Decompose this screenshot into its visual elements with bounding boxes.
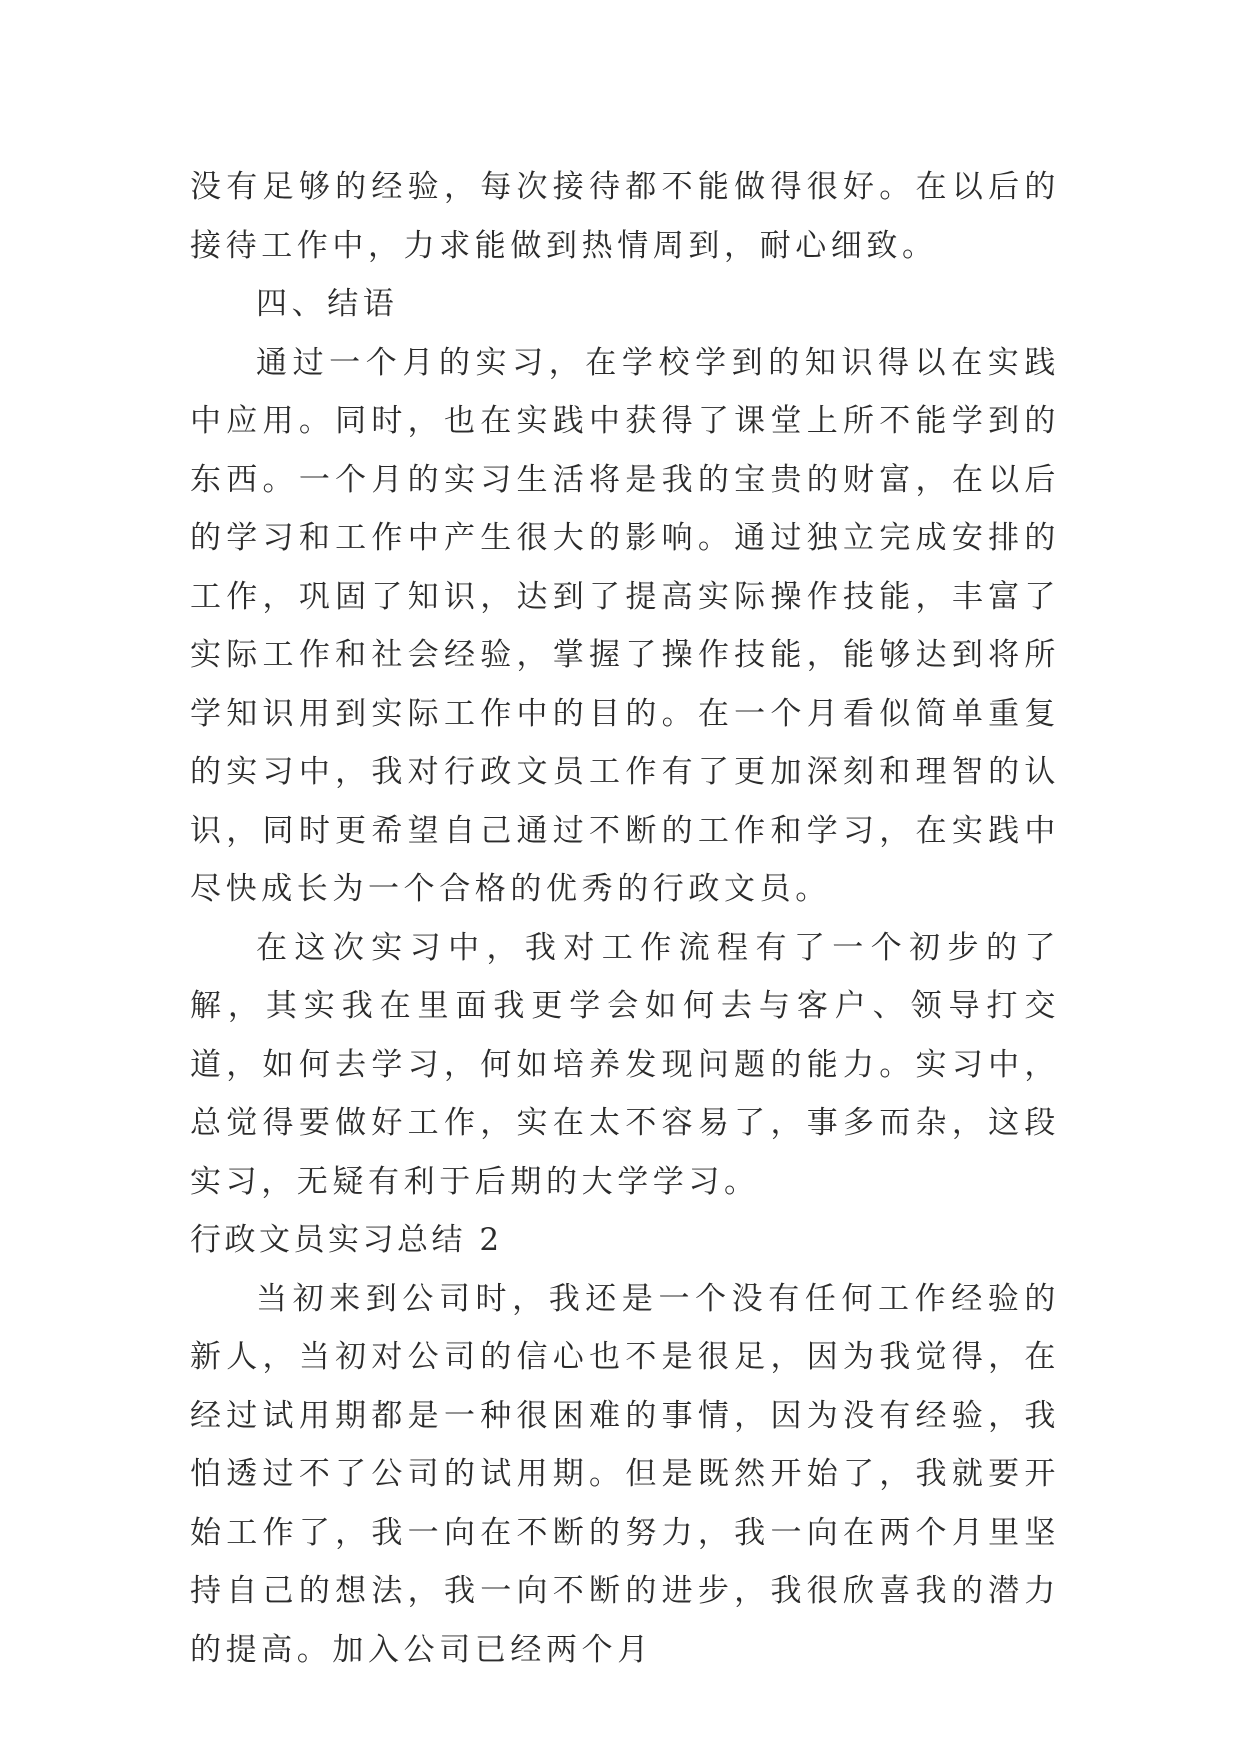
paragraph-conclusion: 通过一个月的实习，在学校学到的知识得以在实践中应用。同时，也在实践中获得了课堂上所不能学到的东西。一个月的实习生活将是我的宝贵的财富，在以后的学习和工作中产生很大的影响。通过独立完成安排的工作，巩固了知识，达到了提高实际操作技能，丰富了实际工作和社会经验，掌握了操作技能，能够达到将所学知识用到实际工作中的目的。在一个月看似简单重复的实习中，我对行政文员工作有了更加深刻和理智的认识，同时更希望自己通过不断的工作和学习，在实践中尽快成长为一个合格的优秀的行政文员。 bbox=[190, 344, 1060, 907]
paragraph-intro: 当初来到公司时，我还是一个没有任何工作经验的新人，当初对公司的信心也不是很足，因为我觉得，在经过试用期都是一种很困难的事情，因为没有经验，我怕透过不了公司的试用期。但是既然开始了，我就要开始工作了，我一向在不断的努力，我一向在两个月里坚持自己的想法，我一向不断的进步，我很欣喜我的潜力的提高。加入公司已经两个月 bbox=[190, 1280, 1060, 1668]
paragraph-reflection: 在这次实习中，我对工作流程有了一个初步的了解，其实我在里面我更学会如何去与客户、领导打交道，如何去学习，何如培养发现问题的能力。实习中，总觉得要做好工作，实在太不容易了，事多而杂，这段实习，无疑有利于后期的大学学习。 bbox=[190, 929, 1060, 1200]
document-body bbox=[190, 158, 1060, 1679]
section-heading: 四、结语 bbox=[256, 286, 399, 322]
paragraph-continuation: 没有足够的经验，每次接待都不能做得很好。在以后的接待工作中，力求能做到热情周到，耐心细致。 bbox=[190, 169, 1060, 264]
document-title: 行政文员实习总结 2 bbox=[190, 1222, 503, 1258]
